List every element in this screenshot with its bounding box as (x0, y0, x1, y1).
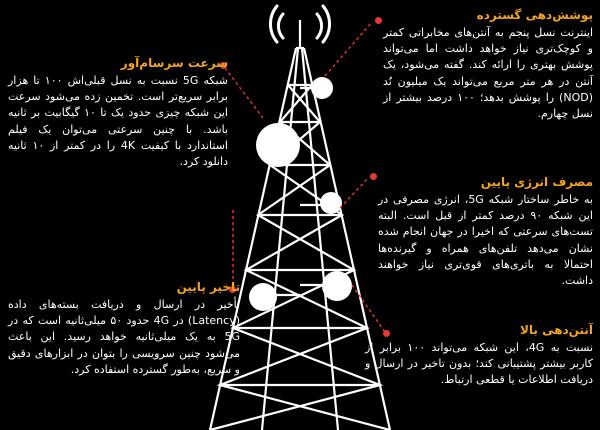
antenna-text: نسبت به 4G، این شبکه می‌تواند ۱۰۰ برابر از کاربر بیشتر پشتیبانی کند؛ بدون تاخیر در ارسال و دریافت اطلاعات یا قطعی ارتباط. (365, 341, 594, 387)
coverage-section (383, 8, 593, 122)
antenna-heading: آنتن‌دهی بالا (519, 323, 593, 337)
latency-text: تأخیر در ارسال و دریافت بسته‌های داده (Latency) در 4G حدود ۵۰ میلی‌ثانیه است که در 5G به یک میلی‌ثانیه خواهد رسید. این باعث می‌شود چنین سرویسی را بتوان در ابزارهای دقیق و سریع، به‌طور گسترده استفاده کرد. (8, 298, 240, 376)
speed-text: شبکه 5G نسبت به نسل قبلی‌اش ۱۰۰ تا هزار برابر سریع‌تر است. تخمین زده می‌شود سرعت این شبکه چیزی حدود یک تا ۱۰ گیگابیت بر ثانیه باشد. با چنین سرعتی می‌توان یک فیلم استاندارد با کیفیت 4K را در کمتر از ۱۰ ثانیه دانلود کرد. (8, 74, 228, 169)
speed-section (8, 56, 228, 170)
latency-section (8, 280, 240, 378)
speed-heading: سرعت سرسام‌آور (120, 56, 228, 70)
coverage-text: اینترنت نسل پنجم به آنتن‌های مخابراتی کمتر و کوچک‌تری نیاز خواهد داشت اما می‌تواند پوشش بهتری را ارائه کند. گفته می‌شود، یک آنتن در هر متر مربع می‌تواند یک میلیون نُد (NOD) را پوشش بدهد؛ ۱۰۰ درصد بیشتر از نسل چهارم. (383, 26, 593, 121)
antenna-section (365, 323, 593, 389)
energy-heading: مصرف انرژی پایین (480, 175, 593, 189)
energy-marker-dot (370, 173, 377, 180)
latency-heading: تاخیر پایین (176, 280, 240, 294)
energy-text: به خاطر ساختار شبکه 5G، انرژی مصرفی در این شبکه ۹۰ درصد کمتر از قبل است. البته تست‌های سرعتی که اخیرا در جهان انجام شده نشان می‌دهد تلفن‌های همراه و گیرنده‌ها احتمالا به باتری‌های قوی‌تری نیاز خواهند داشت. (378, 193, 593, 288)
coverage-marker-dot (375, 17, 382, 24)
energy-section (378, 175, 593, 289)
coverage-heading: پوشش‌دهی گسترده (476, 8, 593, 22)
